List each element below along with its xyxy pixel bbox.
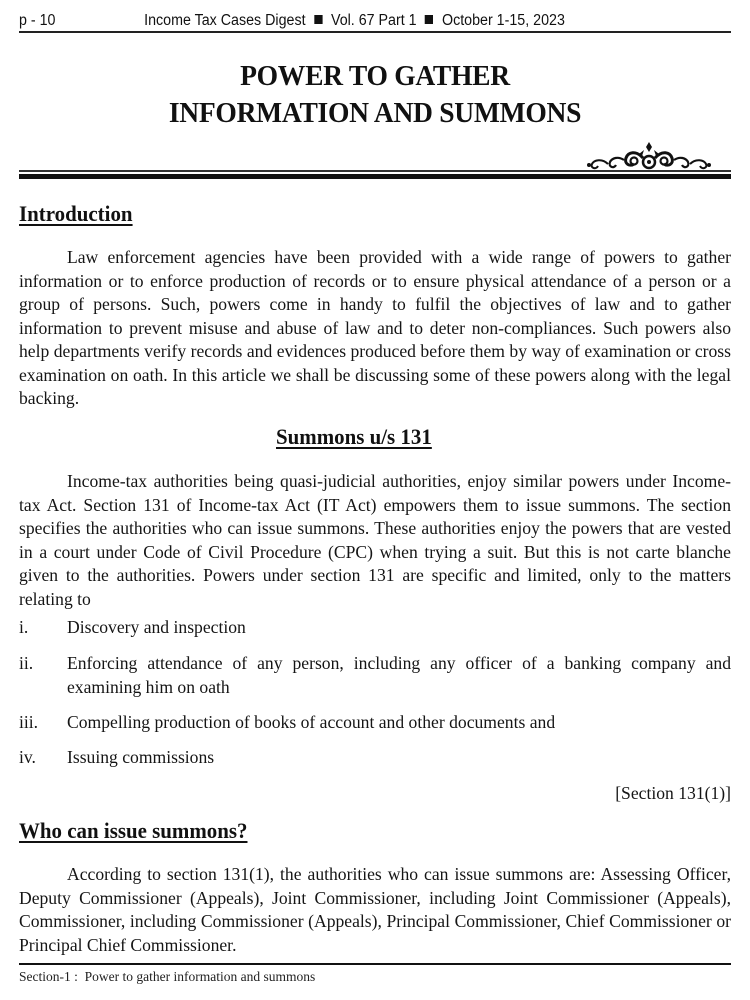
- paragraph-introduction: Law enforcement agencies have been provided with a wide range of powers to gather information or to enforce production of records or to ensure physical attendance of a person or a group of persons. Such, powers come in handy to fulfil the objectives of law and to gather information to prevent misuse and abuse of law and to deter non-compliances. Such powers also help departments verify records and evidences produced before them by way of examination or cross examination on oath. In this article we shall be discussing some of these powers along with the legal backing.: [19, 247, 731, 408]
- paragraph-summons: Income-tax authorities being quasi-judicial authorities, enjoy similar powers under Income-tax Act. Section 131 of Income-tax Act (IT Act) empowers them to issue summons. The section specifies the authorities who can issue summons. These authorities enjoy the powers that are vested in a court under Code of Civil Procedure (CPC) when trying a suit. But this is not carte blanche given to the authorities. Powers under section 131 are specific and limited, only to the matters relating to: [19, 471, 731, 609]
- paragraph-who-can-issue: According to section 131(1), the authorities who can issue summons are: Assessing Officer, Deputy Commissioner (Appeals), Joint Commissioner, including Joint Commissioner (Appeals), Commissioner, including Commissioner (Appeals), Principal Commissioner, Chief Commissioner or Principal Chief Commissioner.: [19, 864, 731, 955]
- title-line-1: POWER TO GATHER: [240, 60, 510, 92]
- running-footer: [19, 969, 315, 985]
- section-citation: [Section 131(1)]: [615, 783, 731, 803]
- list-number: iii.: [19, 712, 39, 732]
- footer-rule: [19, 963, 731, 965]
- title-rule-thick: [19, 174, 731, 179]
- footer-section-label: Section-1 :: [19, 969, 78, 984]
- title-rule-thin: [19, 170, 731, 172]
- article-title: [37, 58, 713, 132]
- footer-section-title: Power to gather information and summons: [84, 969, 316, 984]
- list-number: iv.: [19, 747, 36, 767]
- list-text: Discovery and inspection: [67, 617, 246, 637]
- black-square-icon: [314, 15, 322, 24]
- header-rule: [19, 31, 731, 33]
- journal-name: Income Tax Cases Digest: [144, 12, 306, 29]
- list-text: Issuing commissions: [67, 747, 215, 767]
- scroll-flourish-icon: [584, 140, 714, 174]
- title-line-2: INFORMATION AND SUMMONS: [168, 97, 582, 129]
- journal-info: [144, 12, 565, 30]
- issue-date: October 1-15, 2023: [441, 12, 565, 29]
- volume-info: Vol. 67 Part 1: [330, 12, 417, 29]
- page-number: p - 10: [19, 12, 56, 29]
- heading-summons-131: Summons u/s 131: [276, 424, 432, 449]
- list-number: i.: [19, 617, 29, 637]
- black-square-icon: [425, 15, 433, 24]
- list-number: ii.: [19, 653, 34, 673]
- list-text: Compelling production of books of account and other documents and: [67, 712, 556, 732]
- heading-introduction: Introduction: [19, 201, 133, 226]
- list-text: Enforcing attendance of any person, including any officer of a banking company and examining him on oath: [67, 653, 731, 697]
- heading-who-can-issue: Who can issue summons?: [19, 818, 248, 843]
